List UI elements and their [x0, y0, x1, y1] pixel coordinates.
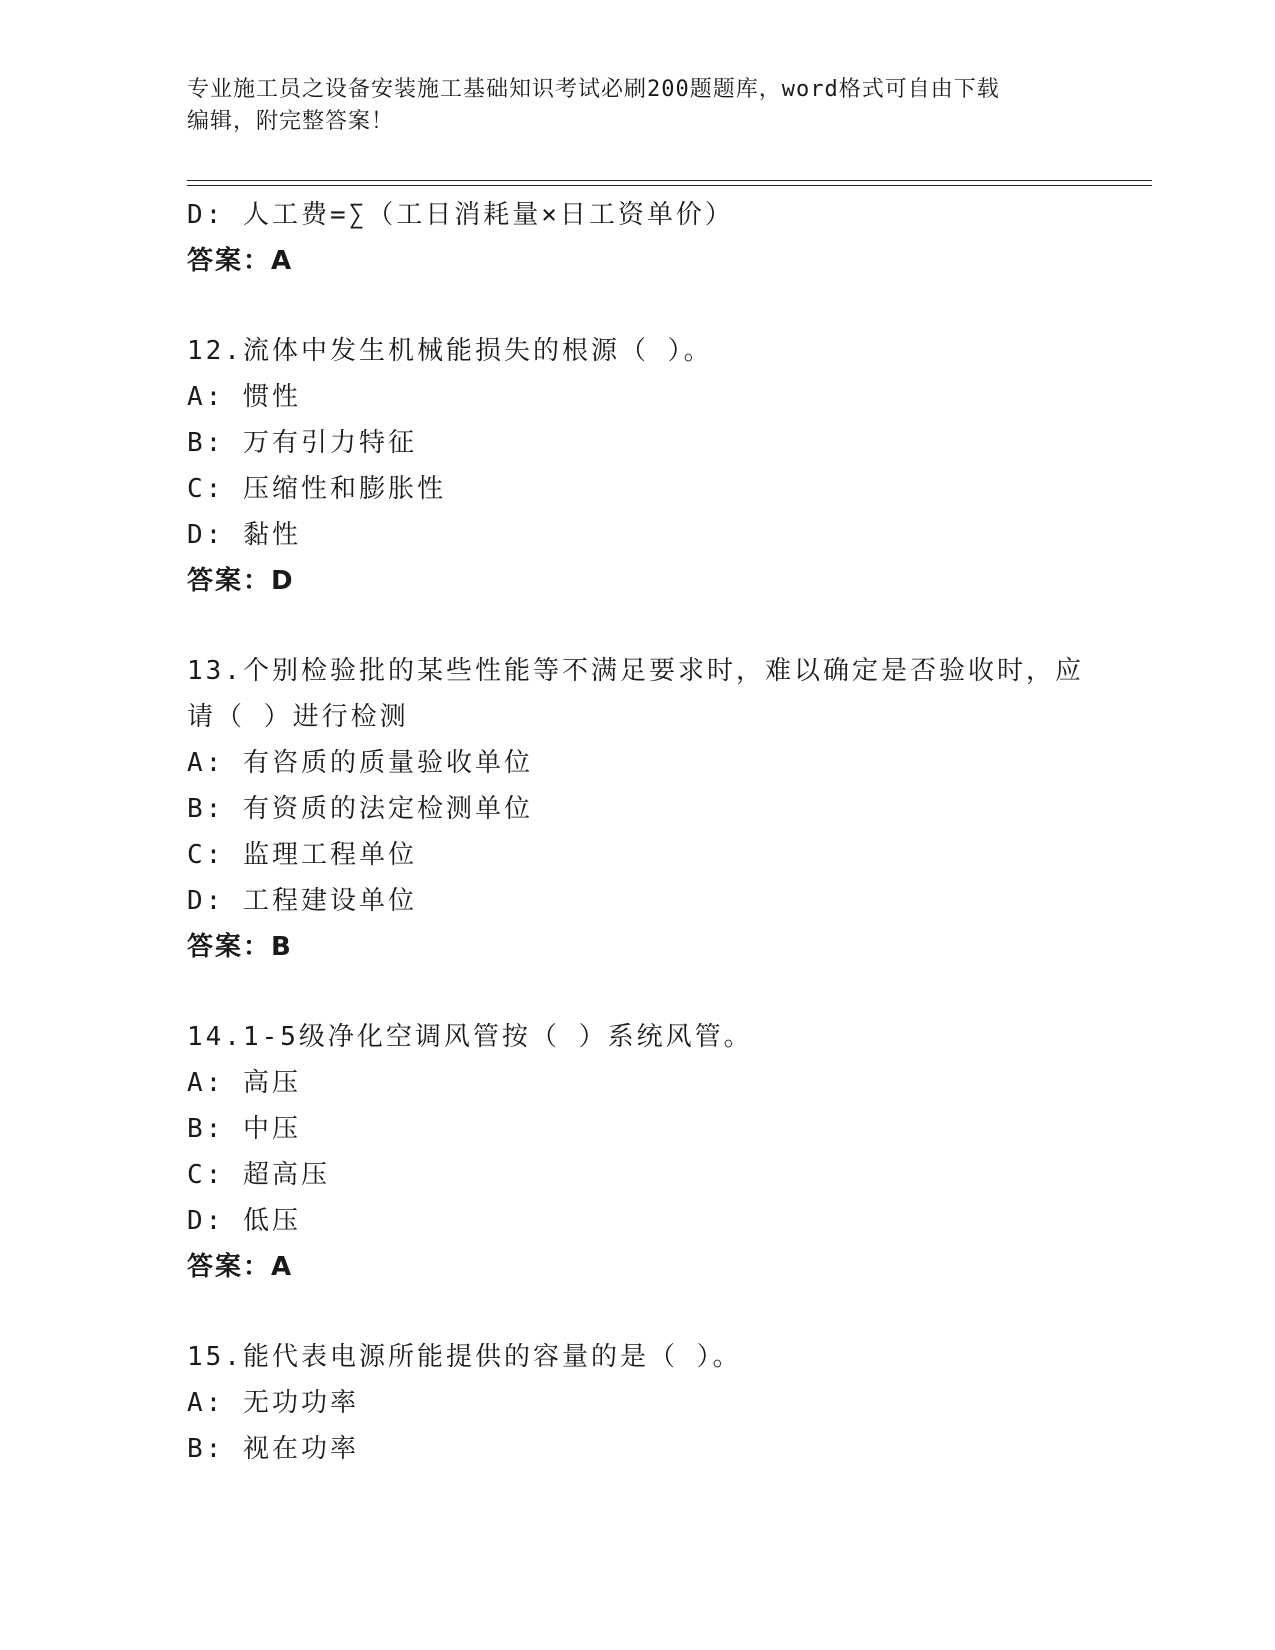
- answer: 答案：A: [187, 1252, 294, 1282]
- prev-answer: 答案：A: [187, 246, 294, 276]
- option-b: B: 中压: [187, 1114, 301, 1144]
- question-14: [187, 1014, 1087, 1290]
- document-header: [187, 74, 1077, 138]
- option-b: B: 视在功率: [187, 1434, 359, 1464]
- option-d: D: 工程建设单位: [187, 886, 417, 916]
- header-divider-bottom: [187, 185, 1152, 186]
- spacer: [187, 604, 1087, 648]
- option-c: C: 监理工程单位: [187, 840, 417, 870]
- option-d: D: 黏性: [187, 520, 301, 550]
- option-a: A: 惯性: [187, 382, 301, 412]
- spacer: [187, 284, 1087, 328]
- option-b: B: 万有引力特征: [187, 428, 417, 458]
- answer: 答案：B: [187, 932, 293, 962]
- spacer: [187, 1290, 1087, 1334]
- header-title-line-2: 编辑，附完整答案！: [187, 109, 395, 134]
- question-13: [187, 648, 1087, 970]
- question-stem-line-2: 请（ ）进行检测: [187, 702, 409, 732]
- header-divider-top: [187, 180, 1152, 181]
- question-15: [187, 1334, 1087, 1472]
- answer: 答案：D: [187, 566, 295, 596]
- option-c: C: 压缩性和膨胀性: [187, 474, 446, 504]
- option-d: D: 低压: [187, 1206, 301, 1236]
- question-stem-line-1: 13.个别检验批的某些性能等不满足要求时，难以确定是否验收时，应: [187, 656, 1084, 686]
- option-c: C: 超高压: [187, 1160, 330, 1190]
- question-content: [187, 192, 1087, 1472]
- prev-option-d: D: 人工费=∑（工日消耗量×日工资单价）: [187, 200, 734, 230]
- question-stem: 12.流体中发生机械能损失的根源（ ）。: [187, 336, 713, 366]
- option-a: A: 有咨质的质量验收单位: [187, 748, 533, 778]
- question-stem: 15.能代表电源所能提供的容量的是（ ）。: [187, 1342, 742, 1372]
- question-12: [187, 328, 1087, 604]
- option-a: A: 高压: [187, 1068, 301, 1098]
- header-title-line-1: 专业施工员之设备安装施工基础知识考试必刷200题题库，word格式可自由下载: [187, 77, 1000, 102]
- spacer: [187, 970, 1087, 1014]
- question-stem: 14.1-5级净化空调风管按（ ）系统风管。: [187, 1022, 753, 1052]
- option-a: A: 无功功率: [187, 1388, 359, 1418]
- option-b: B: 有资质的法定检测单位: [187, 794, 533, 824]
